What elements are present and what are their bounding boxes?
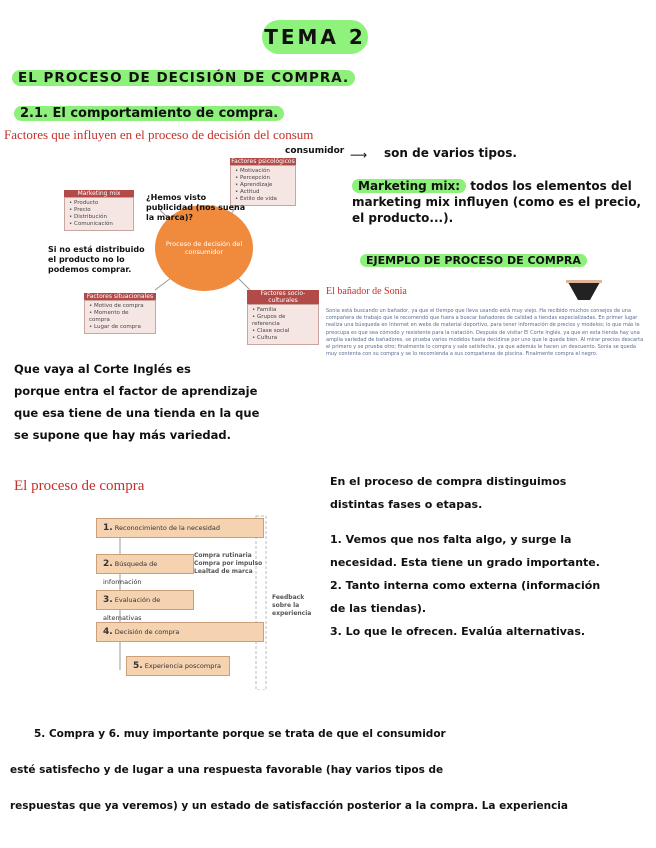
example-text: Sonia está buscando un bañador, ya que el tiempo que lleva usando está muy viejo. Ha recibido muchos consejos de una compañera de trabajo que le recomendó que fuera a buscar bañadores de calidad a tiendas especializadas. En primer lugar realiza una búsqueda en Internet en webs de material deportivo, para tener información de precios y modelos; lo que más le preocupa es que sea cómodo y resistente para la natación. Después de visitar El Corte Inglés, ya que en esta tienda hay una amplia variedad de bañadores, se prueba varios modelos hasta decidirse por uno que le queda bien. Al mirar precios descarta el primero y se prueba otro; finalmente lo compra y sale satisfecha, ya que además le hacen un descuento. Sonia se queda muy contenta con su compra y se lo recomienda a sus compañeras de piscina. Finalmente compra el negro.: [326, 308, 644, 358]
process-step-1: [96, 518, 264, 538]
marketing-mix-text: todos los elementos del marketing mix influyen (como es el precio, el producto...).: [352, 179, 642, 225]
list-item: • Grupos de referencia: [252, 314, 286, 327]
situacionales-box: [84, 293, 156, 334]
list-item: • Clase social: [252, 328, 290, 334]
note-line: 3. Lo que le ofrecen. Evalúa alternativas.: [330, 625, 586, 638]
tema-title: TEMA 2: [262, 20, 368, 54]
factors-title: Factores que influyen en el proceso de decisión del consum: [4, 127, 314, 142]
list-item: • Producto: [69, 200, 99, 206]
process-step-3: [96, 590, 194, 622]
step-number: 3.: [103, 595, 113, 605]
decision-process-circle: Proceso de decisión del consumidor: [155, 205, 253, 291]
list-item: • Percepción: [235, 175, 270, 181]
section-heading-text: 2.1. El comportamiento de compra.: [14, 106, 284, 121]
note-line: Que vaya al Corte Inglés es: [14, 362, 191, 376]
consumidor-note: consumidor: [285, 146, 345, 156]
step-label: Evaluación de alternativas: [103, 596, 161, 622]
process-notes: [330, 470, 648, 643]
example-heading: [360, 254, 587, 267]
swimsuit-icon: [566, 280, 602, 304]
situacionales-list: [84, 300, 156, 334]
process-step-5: [126, 656, 230, 676]
step-number: 4.: [103, 627, 113, 637]
list-item: • Familia: [252, 307, 277, 313]
note-line: de las tiendas).: [330, 602, 427, 615]
step-label: Búsqueda de información: [103, 560, 158, 586]
list-item: • Motivación: [235, 168, 270, 174]
process-step-2: [96, 554, 194, 586]
example-title: El bañador de Sonia: [326, 286, 407, 297]
publicidad-note: ¿Hemos visto publicidad (nos suena la marca)?: [146, 193, 246, 222]
example-heading-text: EJEMPLO DE PROCESO DE COMPRA: [360, 254, 587, 267]
list-item: • Momento de compra: [89, 310, 129, 323]
socioculturales-list: [247, 304, 319, 345]
marketing-mix-note: [352, 178, 642, 226]
process-step-4: [96, 622, 264, 642]
marketing-mix-box: [64, 190, 134, 231]
arrow-icon: ⟶: [350, 148, 368, 162]
marketing-mix-label: Marketing mix:: [352, 179, 466, 193]
step-label: Reconocimiento de la necesidad: [114, 524, 221, 532]
list-item: • Precio: [69, 207, 91, 213]
note-line: esté satisfecho y de lugar a una respuesta favorable (hay varios tipos de: [10, 764, 444, 776]
list-item: • Lugar de compra: [89, 324, 141, 330]
main-heading-text: EL PROCESO DE DECISIÓN DE COMPRA.: [12, 70, 355, 86]
note-line: 2. Tanto interna como externa (información: [330, 579, 601, 592]
purchase-type: Lealtad de marca: [194, 568, 253, 575]
feedback-label: Feedback sobre la experiencia: [272, 594, 312, 617]
step-number: 5.: [133, 661, 143, 671]
step-number: 1.: [103, 523, 113, 533]
list-item: • Cultura: [252, 335, 278, 341]
note-line: 5. Compra y 6. muy importante porque se trata de que el consumidor: [34, 728, 446, 740]
purchase-type: Compra rutinaria: [194, 552, 252, 559]
step-label: Experiencia poscompra: [144, 662, 222, 670]
list-item: • Estilo de vida: [235, 196, 277, 202]
note-line: distintas fases o etapas.: [330, 498, 483, 511]
step-label: Decisión de compra: [114, 628, 180, 636]
socioculturales-title: Factores socio-culturales: [247, 290, 319, 304]
psicologicos-title: Factores psicológicos: [231, 158, 295, 165]
tipos-note: son de varios tipos.: [384, 146, 517, 160]
note-line: 1. Vemos que nos falta algo, y surge la: [330, 533, 572, 546]
list-item: • Motivo de compra: [89, 303, 144, 309]
distribuido-note: Si no está distribuido el producto no lo podemos comprar.: [48, 245, 145, 274]
note-line: se supone que hay más variedad.: [14, 428, 231, 442]
note-line: porque entra el factor de aprendizaje: [14, 384, 258, 398]
purchase-type: Compra por impulso: [194, 560, 263, 567]
section-heading: [14, 106, 284, 121]
main-heading: [12, 70, 355, 86]
corte-ingles-note: [14, 358, 324, 446]
note-line: En el proceso de compra distinguimos: [330, 475, 567, 488]
marketing-mix-title: Marketing mix: [64, 190, 134, 197]
list-item: • Distribución: [69, 214, 107, 220]
purchase-types: [194, 552, 262, 576]
process-title: El proceso de compra: [14, 478, 145, 494]
footer-notes: [10, 716, 650, 824]
list-item: • Actitud: [235, 189, 260, 195]
list-item: • Aprendizaje: [235, 182, 273, 188]
list-item: • Comunicación: [69, 221, 113, 227]
note-line: que esa tiene de una tienda en la que: [14, 406, 260, 420]
socioculturales-box: [247, 290, 319, 345]
note-line: necesidad. Esta tiene un grado importante.: [330, 556, 600, 569]
note-line: respuestas que ya veremos) y un estado de satisfacción posterior a la compra. La experiencia: [10, 800, 568, 812]
step-number: 2.: [103, 559, 113, 569]
marketing-mix-list: [64, 197, 134, 231]
situacionales-title: Factores situacionales: [84, 293, 156, 300]
